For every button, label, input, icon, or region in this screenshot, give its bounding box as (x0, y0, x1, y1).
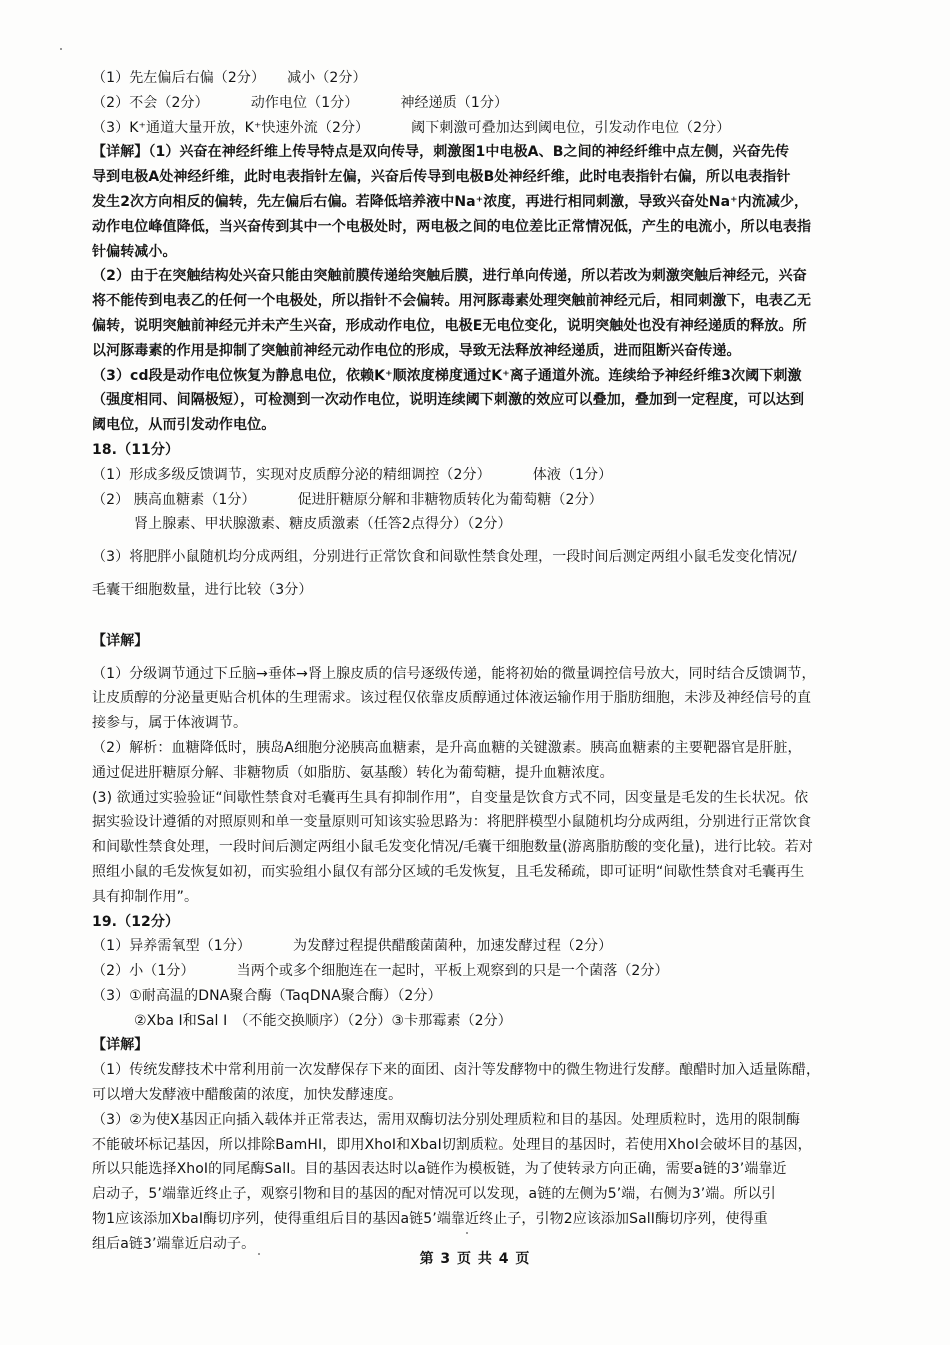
q17-answer-3: （3）K⁺通道大量开放，K⁺快速外流（2分） 阈下刺激可叠加达到阈电位，引发动作电位（2分） (92, 119, 731, 136)
q17-answer-1: （1）先左偏后右偏（2分） 减小（2分） (92, 70, 367, 86)
q18-answer-2-cont: 肾上腺素、甲状腺激素、糖皮质激素（任答2点得分）（2分） (134, 516, 512, 533)
q17-detail: 【详解】（1）兴奋在神经纤维上传导特点是双向传导，刺激图1中电极A、B之间的神经纤维中点左侧，兴奋先传 导到电极A处神经纤维，此时电表指针左偏，兴奋后传导到电极B处神经纤维，此时电表指针右偏，所以电表指针 发生2次方向相反的偏转，先左偏后右偏。若降低培养液中Na⁺浓度，再进行相同刺激，导致兴奋处Na⁺内流减少， 动作电位峰值降低，当兴奋传到其中一个电极处时，两电极之间的电位差比正常情况低，产生的电流小，所以电表指 针偏转减小。 （2）由于在突触结构处兴奋只能由突触前膜传递给突触后膜，进行单向传递，所以若改为刺激突触后神经元，兴奋 将不能传到电表乙的任何一个电极处，所以指针不会偏转。用河豚毒素处理突触前神经元后，相同刺激下，电表乙无 偏转，说明突触前神经元并未产生兴奋，形成动作电位，电极E无电位变化，说明突触处也没有神经递质的释放。所 以河豚毒素的作用是抑制了突触前神经元动作电位的形成，导致无法释放神经递质，进而阻断兴奋传递。 （3）cd段是动作电位恢复为静息电位，依赖K⁺顺浓度梯度通过K⁺离子通道外流。连续给予神经纤维3次阈下刺激 （强度相同、间隔极短），可检测到一次动作电位，说明连续阈下刺激的效应可以叠加，叠加到一定程度，可以达到 阈电位，从而引发动作电位。 (92, 144, 812, 434)
q19-answer-2: （2）小（1分） 当两个或多个细胞连在一起时，平板上观察到的只是一个菌落（2分） (92, 963, 669, 980)
page-number-footer: 第 3 页 共 4 页 (419, 1251, 531, 1267)
q19-answer-3: （3）①耐高温的DNA聚合酶（TaqDNA聚合酶）（2分） (92, 987, 442, 1004)
q18-detail-heading: 【详解】 (92, 632, 149, 649)
q19-answer-1: （1）异养需氧型（1分） 为发酵过程提供醋酸菌菌种，加速发酵过程（2分） (92, 938, 613, 955)
q17-answer-2: （2）不会（2分） 动作电位（1分） 神经递质（1分） (92, 94, 509, 111)
q18-answer-1: （1）形成多级反馈调节，实现对皮质醇分泌的精细调控（2分） 体液（1分） (92, 466, 613, 483)
q19-detail-heading: 【详解】 (92, 1037, 149, 1054)
scan-speck (60, 48, 62, 50)
q18-answer-2: （2） 胰高血糖素（1分） 促进肝糖原分解和非糖物质转化为葡萄糖（2分） (92, 491, 603, 508)
q19-detail: （1）传统发酵技术中常利用前一次发酵保存下来的面团、卤汁等发酵物中的微生物进行发酵。酿醋时加入适量陈醋， 可以增大发酵液中醋酸菌的浓度，加快发酵速度。 （3）②为使X基因正向插入载体并正常表达，需用双酶切法分别处理质粒和目的基因。处理质粒时，选用的限制酶 不能破坏标记基因，所以排除BamHI，即用XhoI和XbaI切割质粒。处理目的基因时，若使用XhoI会破坏目的基因， 所以只能选择XhoI的同尾酶SalI。目的基因表达时以a链作为模板链，为了使转录方向正确，需要a链的3’端靠近 启动子，5’端靠近终止子，观察引物和目的基因的配对情况可以发现，a链的左侧为5’端，右侧为3’端。所以引 物1应该添加XbaI酶切序列，使得重组后目的基因a链5’端靠近终止子，引物2应该添加SalⅠ酶切序列，使得重 组后a链3’端靠近启动子。 (92, 1062, 821, 1252)
q19-answer-3-cont: ②Xba Ⅰ和Sal Ⅰ （不能交换顺序）（2分）③卡那霉素（2分） (134, 1012, 512, 1029)
q18-answer-3: （3）将肥胖小鼠随机均分成两组，分别进行正常饮食和间歇性禁食处理，一段时间后测定两组小鼠毛发变化情况/ 毛囊干细胞数量，进行比较（3分） (92, 549, 797, 598)
q19-heading: 19.（12分） (92, 913, 180, 930)
q18-detail: （1）分级调节通过下丘脑→垂体→肾上腺皮质的信号逐级传递，能将初始的微量调控信号放大，同时结合反馈调节， 让皮质醇的分泌量更贴合机体的生理需求。该过程仅依靠皮质醇通过体液运输作用于脂肪细胞，未涉及神经信号的直 接参与，属于体液调节。 （2）解析：血糖降低时，胰岛A细胞分泌胰高血糖素，是升高血糖的关键激素。胰高血糖素的主要靶器官是肝脏， 通过促进肝糖原分解、非糖物质（如脂肪、氨基酸）转化为葡萄糖，提升血糖浓度。 (3) 欲通过实验验证“间歇性禁食对毛囊再生具有抑制作用”，自变量是饮食方式不同，因变量是毛发的生长状况。依 据实验设计遵循的对照原则和单一变量原则可知该实验思路为：将肥胖模型小鼠随机均分成两组，分别进行正常饮食 和间歇性禁食处理，一段时间后测定两组小鼠毛发变化情况/毛囊干细胞数量(游离脂肪酸的变化量)，进行比较。若对 照组小鼠的毛发恢复如初，而实验组小鼠仅有部分区域的毛发恢复，且毛发稀疏，即可证明“间歇性禁食对毛囊再生 具有抑制作用”。 (92, 665, 816, 905)
answer-content (92, 66, 852, 1257)
q18-heading: 18.（11分） (92, 441, 180, 458)
